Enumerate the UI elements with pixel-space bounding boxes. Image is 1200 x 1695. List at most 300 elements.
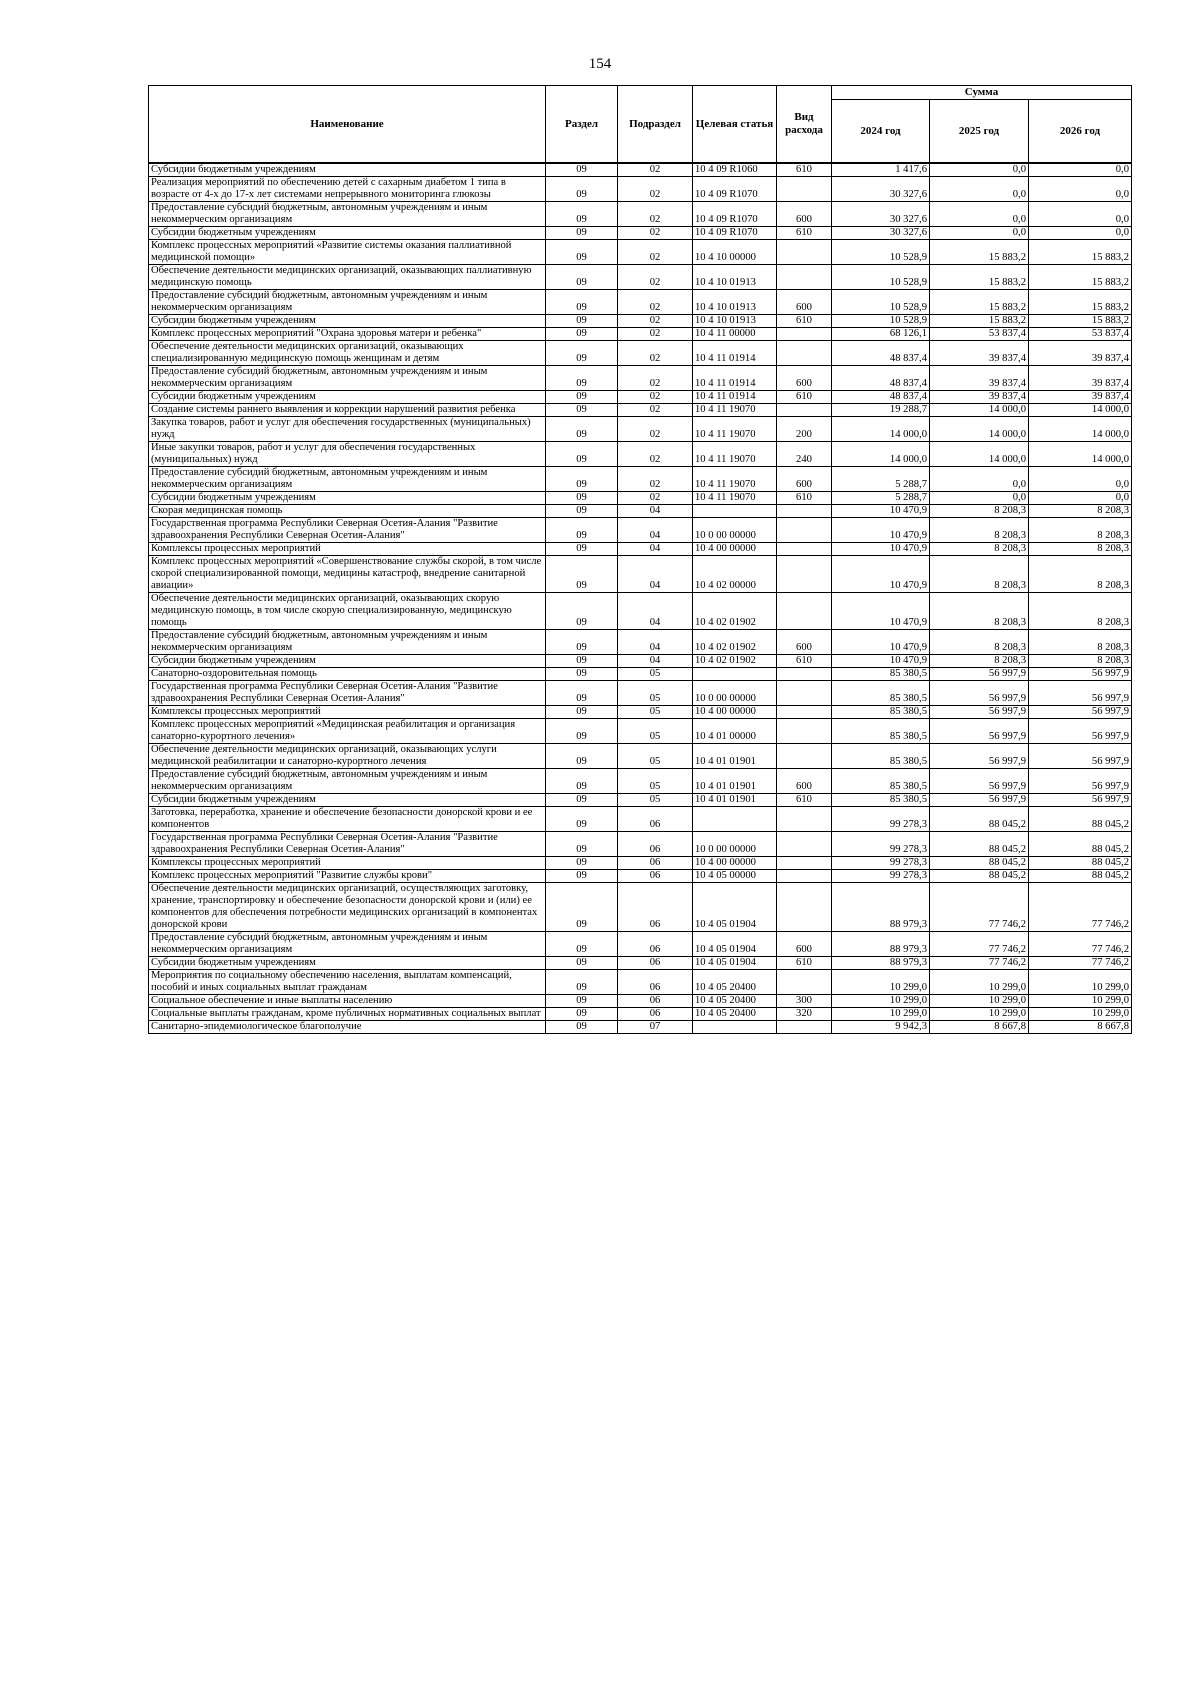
table-row xyxy=(149,832,1132,857)
cell-2025: 77 746,2 xyxy=(930,883,1029,932)
cell-razdel: 09 xyxy=(546,290,618,315)
cell-target: 10 4 11 19070 xyxy=(693,404,777,417)
cell-razdel: 09 xyxy=(546,655,618,668)
cell-2026: 77 746,2 xyxy=(1029,883,1132,932)
cell-podrazdel: 04 xyxy=(618,518,693,543)
cell-podrazdel: 06 xyxy=(618,932,693,957)
cell-razdel: 09 xyxy=(546,341,618,366)
header-target: Целевая статья xyxy=(693,86,777,164)
cell-target: 10 4 01 00000 xyxy=(693,719,777,744)
cell-vid: 610 xyxy=(777,391,832,404)
cell-2025: 10 299,0 xyxy=(930,1008,1029,1021)
cell-podrazdel: 05 xyxy=(618,719,693,744)
cell-2025: 39 837,4 xyxy=(930,366,1029,391)
cell-razdel: 09 xyxy=(546,807,618,832)
cell-2026: 8 667,8 xyxy=(1029,1021,1132,1034)
cell-razdel: 09 xyxy=(546,265,618,290)
cell-vid: 610 xyxy=(777,315,832,328)
cell-2024: 99 278,3 xyxy=(832,807,930,832)
cell-target: 10 4 11 01914 xyxy=(693,341,777,366)
cell-vid xyxy=(777,593,832,630)
cell-target: 10 0 00 00000 xyxy=(693,681,777,706)
cell-podrazdel: 02 xyxy=(618,227,693,240)
cell-vid: 600 xyxy=(777,290,832,315)
cell-2026: 0,0 xyxy=(1029,492,1132,505)
cell-2024: 10 528,9 xyxy=(832,240,930,265)
cell-vid xyxy=(777,744,832,769)
cell-vid: 600 xyxy=(777,630,832,655)
cell-2024: 10 470,9 xyxy=(832,518,930,543)
cell-target: 10 4 09 R1070 xyxy=(693,227,777,240)
cell-2026: 15 883,2 xyxy=(1029,265,1132,290)
cell-podrazdel: 02 xyxy=(618,177,693,202)
cell-2024: 48 837,4 xyxy=(832,391,930,404)
cell-vid: 200 xyxy=(777,417,832,442)
cell-2026: 10 299,0 xyxy=(1029,995,1132,1008)
cell-razdel: 09 xyxy=(546,681,618,706)
cell-2026: 15 883,2 xyxy=(1029,315,1132,328)
cell-2026: 8 208,3 xyxy=(1029,505,1132,518)
cell-podrazdel: 02 xyxy=(618,391,693,404)
cell-razdel: 09 xyxy=(546,957,618,970)
cell-podrazdel: 06 xyxy=(618,957,693,970)
cell-2026: 0,0 xyxy=(1029,177,1132,202)
cell-2026: 8 208,3 xyxy=(1029,556,1132,593)
cell-2024: 5 288,7 xyxy=(832,467,930,492)
cell-name: Комплекс процессных мероприятий "Охрана здоровья матери и ребенка" xyxy=(149,328,546,341)
cell-name: Комплексы процессных мероприятий xyxy=(149,706,546,719)
cell-vid xyxy=(777,240,832,265)
cell-name: Комплекс процессных мероприятий "Развитие службы крови" xyxy=(149,870,546,883)
cell-vid: 600 xyxy=(777,467,832,492)
cell-razdel: 09 xyxy=(546,769,618,794)
cell-target: 10 4 05 20400 xyxy=(693,995,777,1008)
cell-razdel: 09 xyxy=(546,227,618,240)
cell-podrazdel: 06 xyxy=(618,1008,693,1021)
cell-name: Скорая медицинская помощь xyxy=(149,505,546,518)
cell-2025: 56 997,9 xyxy=(930,706,1029,719)
cell-razdel: 09 xyxy=(546,505,618,518)
cell-podrazdel: 04 xyxy=(618,505,693,518)
cell-2024: 85 380,5 xyxy=(832,681,930,706)
cell-target: 10 4 11 19070 xyxy=(693,442,777,467)
cell-razdel: 09 xyxy=(546,932,618,957)
cell-2024: 10 299,0 xyxy=(832,1008,930,1021)
cell-name: Субсидии бюджетным учреждениям xyxy=(149,794,546,807)
cell-2024: 85 380,5 xyxy=(832,719,930,744)
cell-2024: 10 470,9 xyxy=(832,543,930,556)
table-row xyxy=(149,932,1132,957)
cell-podrazdel: 06 xyxy=(618,995,693,1008)
table-row xyxy=(149,655,1132,668)
cell-2025: 15 883,2 xyxy=(930,240,1029,265)
cell-vid xyxy=(777,556,832,593)
cell-vid xyxy=(777,870,832,883)
cell-name: Обеспечение деятельности медицинских организаций, оказывающих скорую медицинскую помощь, в том числе скорую специализированную, медицинскую помощь xyxy=(149,593,546,630)
cell-podrazdel: 02 xyxy=(618,366,693,391)
cell-target xyxy=(693,668,777,681)
cell-razdel: 09 xyxy=(546,518,618,543)
cell-target: 10 4 09 R1070 xyxy=(693,177,777,202)
cell-2025: 56 997,9 xyxy=(930,668,1029,681)
cell-name: Предоставление субсидий бюджетным, автономным учреждениям и иным некоммерческим организациям xyxy=(149,630,546,655)
cell-podrazdel: 04 xyxy=(618,630,693,655)
cell-2025: 8 208,3 xyxy=(930,543,1029,556)
cell-name: Мероприятия по социальному обеспечению населения, выплатам компенсаций, пособий и иных социальных выплат гражданам xyxy=(149,970,546,995)
cell-podrazdel: 04 xyxy=(618,593,693,630)
header-2024: 2024 год xyxy=(832,100,930,164)
cell-name: Санитарно-эпидемиологическое благополучие xyxy=(149,1021,546,1034)
cell-razdel: 09 xyxy=(546,970,618,995)
cell-2025: 88 045,2 xyxy=(930,857,1029,870)
cell-2024: 85 380,5 xyxy=(832,744,930,769)
cell-name: Государственная программа Республики Северная Осетия-Алания "Развитие здравоохранения Республики Северная Осетия-Алания" xyxy=(149,518,546,543)
cell-2026: 8 208,3 xyxy=(1029,593,1132,630)
table-row xyxy=(149,442,1132,467)
cell-name: Обеспечение деятельности медицинских организаций, оказывающих услуги медицинской реабилитации и санаторно-курортного лечения xyxy=(149,744,546,769)
cell-vid: 600 xyxy=(777,932,832,957)
cell-vid xyxy=(777,177,832,202)
cell-2024: 10 299,0 xyxy=(832,995,930,1008)
cell-2026: 14 000,0 xyxy=(1029,404,1132,417)
cell-2024: 9 942,3 xyxy=(832,1021,930,1034)
cell-2026: 14 000,0 xyxy=(1029,417,1132,442)
cell-target: 10 4 10 01913 xyxy=(693,315,777,328)
cell-target: 10 4 01 01901 xyxy=(693,744,777,769)
cell-vid xyxy=(777,341,832,366)
cell-target: 10 4 11 00000 xyxy=(693,328,777,341)
cell-target: 10 4 05 00000 xyxy=(693,870,777,883)
cell-podrazdel: 04 xyxy=(618,543,693,556)
cell-podrazdel: 02 xyxy=(618,492,693,505)
cell-2024: 30 327,6 xyxy=(832,227,930,240)
cell-2024: 10 528,9 xyxy=(832,265,930,290)
cell-razdel: 09 xyxy=(546,543,618,556)
cell-vid: 610 xyxy=(777,163,832,177)
cell-2025: 0,0 xyxy=(930,467,1029,492)
cell-name: Комплексы процессных мероприятий xyxy=(149,543,546,556)
cell-podrazdel: 02 xyxy=(618,467,693,492)
cell-2024: 99 278,3 xyxy=(832,870,930,883)
header-2026: 2026 год xyxy=(1029,100,1132,164)
table-row xyxy=(149,556,1132,593)
cell-vid: 610 xyxy=(777,957,832,970)
cell-2026: 56 997,9 xyxy=(1029,706,1132,719)
table-row xyxy=(149,1021,1132,1034)
cell-2026: 77 746,2 xyxy=(1029,932,1132,957)
table-row xyxy=(149,681,1132,706)
cell-2026: 77 746,2 xyxy=(1029,957,1132,970)
table-row xyxy=(149,769,1132,794)
cell-razdel: 09 xyxy=(546,240,618,265)
cell-2026: 15 883,2 xyxy=(1029,240,1132,265)
cell-2026: 0,0 xyxy=(1029,163,1132,177)
cell-2024: 85 380,5 xyxy=(832,794,930,807)
table-row xyxy=(149,404,1132,417)
cell-2024: 48 837,4 xyxy=(832,341,930,366)
cell-podrazdel: 05 xyxy=(618,668,693,681)
cell-2026: 88 045,2 xyxy=(1029,870,1132,883)
cell-2024: 10 299,0 xyxy=(832,970,930,995)
cell-2025: 8 208,3 xyxy=(930,630,1029,655)
cell-target: 10 4 05 20400 xyxy=(693,1008,777,1021)
cell-target: 10 4 11 19070 xyxy=(693,417,777,442)
page-number: 154 xyxy=(588,56,612,72)
table-row xyxy=(149,870,1132,883)
cell-podrazdel: 05 xyxy=(618,706,693,719)
cell-2026: 10 299,0 xyxy=(1029,970,1132,995)
cell-target: 10 0 00 00000 xyxy=(693,832,777,857)
table-row xyxy=(149,341,1132,366)
cell-2026: 56 997,9 xyxy=(1029,668,1132,681)
table-row xyxy=(149,744,1132,769)
table-row xyxy=(149,970,1132,995)
cell-2026: 8 208,3 xyxy=(1029,543,1132,556)
cell-podrazdel: 02 xyxy=(618,265,693,290)
cell-vid: 600 xyxy=(777,202,832,227)
cell-2024: 10 528,9 xyxy=(832,290,930,315)
cell-razdel: 09 xyxy=(546,719,618,744)
table-row xyxy=(149,227,1132,240)
cell-name: Обеспечение деятельности медицинских организаций, осуществляющих заготовку, хранение, транспортировку и обеспечение безопасности донорской крови и (или) ее компонентов для обеспечения потребности медицинских организаций в компонентах донорской крови xyxy=(149,883,546,932)
header-podrazdel: Подраздел xyxy=(618,86,693,164)
table-row xyxy=(149,630,1132,655)
cell-razdel: 09 xyxy=(546,630,618,655)
cell-target: 10 4 00 00000 xyxy=(693,543,777,556)
cell-2024: 88 979,3 xyxy=(832,957,930,970)
budget-table xyxy=(148,85,1132,1034)
table-body xyxy=(149,163,1132,1034)
cell-razdel: 09 xyxy=(546,163,618,177)
cell-razdel: 09 xyxy=(546,467,618,492)
table-row xyxy=(149,177,1132,202)
table-row xyxy=(149,163,1132,177)
cell-razdel: 09 xyxy=(546,870,618,883)
cell-razdel: 09 xyxy=(546,492,618,505)
cell-2026: 53 837,4 xyxy=(1029,328,1132,341)
cell-vid xyxy=(777,328,832,341)
cell-podrazdel: 04 xyxy=(618,556,693,593)
cell-target: 10 4 11 01914 xyxy=(693,366,777,391)
table-row xyxy=(149,518,1132,543)
cell-podrazdel: 05 xyxy=(618,794,693,807)
cell-vid xyxy=(777,1021,832,1034)
cell-2026: 0,0 xyxy=(1029,467,1132,492)
cell-podrazdel: 02 xyxy=(618,404,693,417)
cell-podrazdel: 06 xyxy=(618,883,693,932)
cell-podrazdel: 02 xyxy=(618,328,693,341)
cell-2024: 10 470,9 xyxy=(832,556,930,593)
table-row xyxy=(149,328,1132,341)
cell-vid: 300 xyxy=(777,995,832,1008)
table-row xyxy=(149,492,1132,505)
cell-name: Субсидии бюджетным учреждениям xyxy=(149,655,546,668)
cell-podrazdel: 06 xyxy=(618,857,693,870)
cell-target: 10 4 00 00000 xyxy=(693,706,777,719)
table-header xyxy=(149,86,1132,164)
table-row xyxy=(149,240,1132,265)
cell-razdel: 09 xyxy=(546,404,618,417)
cell-razdel: 09 xyxy=(546,1021,618,1034)
cell-razdel: 09 xyxy=(546,177,618,202)
cell-vid: 610 xyxy=(777,794,832,807)
cell-target: 10 4 01 01901 xyxy=(693,769,777,794)
cell-name: Государственная программа Республики Северная Осетия-Алания "Развитие здравоохранения Республики Северная Осетия-Алания" xyxy=(149,832,546,857)
cell-name: Субсидии бюджетным учреждениям xyxy=(149,957,546,970)
cell-2025: 88 045,2 xyxy=(930,870,1029,883)
cell-podrazdel: 05 xyxy=(618,744,693,769)
cell-2025: 0,0 xyxy=(930,177,1029,202)
cell-2024: 10 470,9 xyxy=(832,593,930,630)
cell-name: Социальные выплаты гражданам, кроме публичных нормативных социальных выплат xyxy=(149,1008,546,1021)
cell-name: Предоставление субсидий бюджетным, автономным учреждениям и иным некоммерческим организациям xyxy=(149,366,546,391)
cell-2025: 8 208,3 xyxy=(930,593,1029,630)
cell-name: Предоставление субсидий бюджетным, автономным учреждениям и иным некоммерческим организациям xyxy=(149,932,546,957)
cell-podrazdel: 02 xyxy=(618,290,693,315)
table-row xyxy=(149,857,1132,870)
table-row xyxy=(149,505,1132,518)
cell-2025: 15 883,2 xyxy=(930,315,1029,328)
cell-vid xyxy=(777,404,832,417)
cell-razdel: 09 xyxy=(546,593,618,630)
cell-2026: 56 997,9 xyxy=(1029,769,1132,794)
cell-2024: 85 380,5 xyxy=(832,769,930,794)
cell-vid xyxy=(777,970,832,995)
cell-razdel: 09 xyxy=(546,417,618,442)
cell-2025: 0,0 xyxy=(930,492,1029,505)
cell-name: Субсидии бюджетным учреждениям xyxy=(149,492,546,505)
cell-name: Предоставление субсидий бюджетным, автономным учреждениям и иным некоммерческим организациям xyxy=(149,290,546,315)
cell-2025: 0,0 xyxy=(930,227,1029,240)
cell-2026: 0,0 xyxy=(1029,227,1132,240)
table-row xyxy=(149,668,1132,681)
table-row xyxy=(149,706,1132,719)
cell-target: 10 4 01 01901 xyxy=(693,794,777,807)
cell-2024: 99 278,3 xyxy=(832,832,930,857)
cell-razdel: 09 xyxy=(546,556,618,593)
cell-2024: 1 417,6 xyxy=(832,163,930,177)
cell-name: Субсидии бюджетным учреждениям xyxy=(149,315,546,328)
cell-vid xyxy=(777,883,832,932)
cell-vid xyxy=(777,543,832,556)
cell-target: 10 4 05 20400 xyxy=(693,970,777,995)
table-row xyxy=(149,315,1132,328)
cell-2025: 53 837,4 xyxy=(930,328,1029,341)
cell-razdel: 09 xyxy=(546,794,618,807)
cell-name: Создание системы раннего выявления и коррекции нарушений развития ребенка xyxy=(149,404,546,417)
cell-podrazdel: 02 xyxy=(618,417,693,442)
cell-target: 10 4 10 01913 xyxy=(693,290,777,315)
cell-2026: 56 997,9 xyxy=(1029,794,1132,807)
cell-target: 10 4 10 01913 xyxy=(693,265,777,290)
cell-razdel: 09 xyxy=(546,668,618,681)
cell-name: Предоставление субсидий бюджетным, автономным учреждениям и иным некоммерческим организациям xyxy=(149,202,546,227)
cell-razdel: 09 xyxy=(546,995,618,1008)
table-row xyxy=(149,794,1132,807)
cell-2026: 0,0 xyxy=(1029,202,1132,227)
cell-podrazdel: 02 xyxy=(618,240,693,265)
cell-2024: 10 470,9 xyxy=(832,630,930,655)
table-row xyxy=(149,593,1132,630)
cell-target: 10 4 11 01914 xyxy=(693,391,777,404)
cell-vid: 610 xyxy=(777,227,832,240)
cell-name: Комплекс процессных мероприятий «Медицинская реабилитация и организация санаторно-курортного лечения» xyxy=(149,719,546,744)
cell-target: 10 4 05 01904 xyxy=(693,957,777,970)
cell-name: Государственная программа Республики Северная Осетия-Алания "Развитие здравоохранения Республики Северная Осетия-Алания" xyxy=(149,681,546,706)
cell-2025: 56 997,9 xyxy=(930,794,1029,807)
cell-2024: 30 327,6 xyxy=(832,202,930,227)
cell-vid xyxy=(777,706,832,719)
cell-2026: 15 883,2 xyxy=(1029,290,1132,315)
cell-2024: 68 126,1 xyxy=(832,328,930,341)
cell-target: 10 4 11 19070 xyxy=(693,467,777,492)
cell-2025: 8 208,3 xyxy=(930,518,1029,543)
cell-vid: 320 xyxy=(777,1008,832,1021)
cell-2026: 10 299,0 xyxy=(1029,1008,1132,1021)
cell-2025: 56 997,9 xyxy=(930,769,1029,794)
cell-name: Обеспечение деятельности медицинских организаций, оказывающих паллиативную медицинскую помощь xyxy=(149,265,546,290)
cell-2024: 10 470,9 xyxy=(832,505,930,518)
cell-razdel: 09 xyxy=(546,883,618,932)
cell-2025: 39 837,4 xyxy=(930,341,1029,366)
cell-name: Закупка товаров, работ и услуг для обеспечения государственных (муниципальных) нужд xyxy=(149,417,546,442)
cell-name: Субсидии бюджетным учреждениям xyxy=(149,391,546,404)
cell-2025: 8 208,3 xyxy=(930,556,1029,593)
cell-vid xyxy=(777,265,832,290)
cell-target xyxy=(693,807,777,832)
cell-2024: 5 288,7 xyxy=(832,492,930,505)
cell-target: 10 4 05 01904 xyxy=(693,883,777,932)
cell-2024: 19 288,7 xyxy=(832,404,930,417)
cell-podrazdel: 02 xyxy=(618,315,693,328)
cell-name: Предоставление субсидий бюджетным, автономным учреждениям и иным некоммерческим организациям xyxy=(149,769,546,794)
table-row xyxy=(149,467,1132,492)
cell-2024: 30 327,6 xyxy=(832,177,930,202)
table-row xyxy=(149,957,1132,970)
cell-name: Комплексы процессных мероприятий xyxy=(149,857,546,870)
cell-razdel: 09 xyxy=(546,857,618,870)
cell-2025: 88 045,2 xyxy=(930,832,1029,857)
cell-vid: 600 xyxy=(777,366,832,391)
header-name: Наименование xyxy=(149,86,546,164)
cell-2024: 10 528,9 xyxy=(832,315,930,328)
cell-razdel: 09 xyxy=(546,315,618,328)
cell-2026: 8 208,3 xyxy=(1029,518,1132,543)
cell-2026: 88 045,2 xyxy=(1029,857,1132,870)
cell-2024: 88 979,3 xyxy=(832,883,930,932)
cell-razdel: 09 xyxy=(546,832,618,857)
table-row xyxy=(149,1008,1132,1021)
cell-razdel: 09 xyxy=(546,442,618,467)
cell-razdel: 09 xyxy=(546,744,618,769)
cell-razdel: 09 xyxy=(546,1008,618,1021)
cell-vid xyxy=(777,681,832,706)
cell-target: 10 4 02 00000 xyxy=(693,556,777,593)
cell-2026: 56 997,9 xyxy=(1029,719,1132,744)
cell-target xyxy=(693,505,777,518)
cell-podrazdel: 06 xyxy=(618,870,693,883)
cell-2026: 39 837,4 xyxy=(1029,391,1132,404)
cell-2026: 39 837,4 xyxy=(1029,366,1132,391)
cell-name: Заготовка, переработка, хранение и обеспечение безопасности донорской крови и ее компонентов xyxy=(149,807,546,832)
cell-podrazdel: 02 xyxy=(618,442,693,467)
cell-target: 10 4 00 00000 xyxy=(693,857,777,870)
cell-2025: 15 883,2 xyxy=(930,265,1029,290)
cell-razdel: 09 xyxy=(546,706,618,719)
cell-2026: 8 208,3 xyxy=(1029,655,1132,668)
cell-podrazdel: 04 xyxy=(618,655,693,668)
cell-2025: 14 000,0 xyxy=(930,417,1029,442)
